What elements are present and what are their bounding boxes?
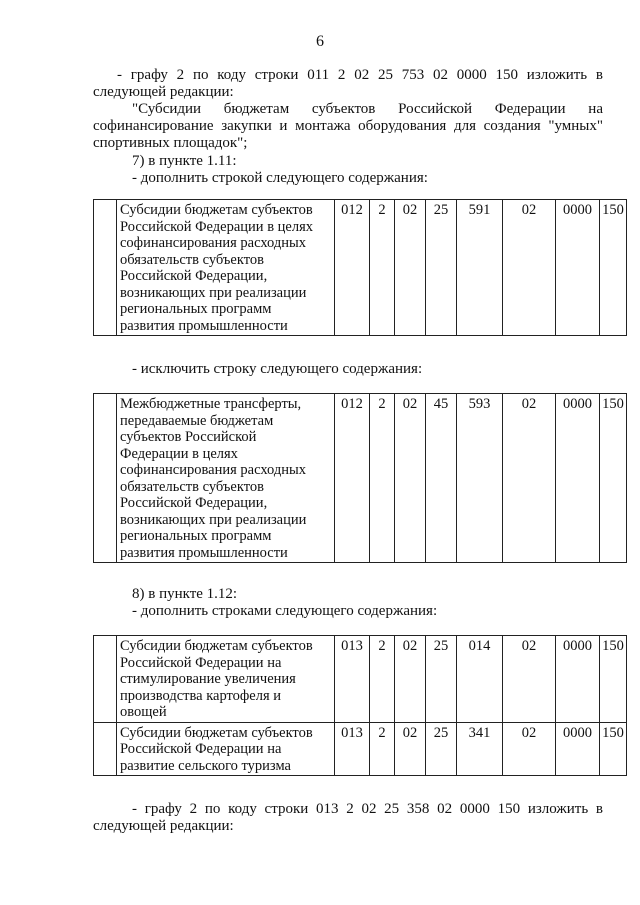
- code-cell: 0000: [556, 200, 600, 336]
- table-row: [94, 722, 627, 776]
- code-cell: 0000: [556, 722, 600, 776]
- item8-add-text: - дополнить строками следующего содержания:: [132, 603, 438, 619]
- code-cell: 0000: [556, 394, 600, 563]
- row-name-line: Межбюджетные трансферты,: [120, 396, 302, 412]
- code-cell: 02: [503, 722, 556, 776]
- row-name-line: региональных программ: [120, 301, 272, 317]
- para1-line1: - графу 2 по коду строки 011 2 02 25 753 02 0000 150 изложить в: [117, 67, 603, 83]
- code-cell: 02: [503, 636, 556, 723]
- row-name-line: возникающих при реализации: [120, 284, 307, 301]
- row-name-line: Российской Федерации,: [120, 495, 268, 511]
- blank-cell: [94, 200, 117, 336]
- code-cell: 150: [600, 722, 627, 776]
- code-cell: 2: [370, 722, 395, 776]
- row-name-cell: [117, 200, 335, 336]
- row-name-line: передаваемые бюджетам: [120, 412, 274, 429]
- row-name-line: Российской Федерации на: [120, 654, 282, 671]
- para1-line2: следующей редакции:: [93, 84, 234, 100]
- code-cell: 02: [395, 636, 426, 723]
- code-cell: 02: [503, 200, 556, 336]
- row-name-line: региональных программ: [120, 528, 272, 544]
- code-cell: 013: [335, 722, 370, 776]
- item7-heading: 7) в пункте 1.11:: [132, 153, 237, 169]
- row-name-line: производства картофеля и: [120, 687, 282, 704]
- item8-heading: 8) в пункте 1.12:: [132, 586, 238, 602]
- row-name-line: софинансирования расходных: [120, 235, 306, 251]
- code-cell: 013: [335, 636, 370, 723]
- para-last-line1: - графу 2 по коду строки 013 2 02 25 358 02 0000 150 изложить в: [132, 801, 603, 817]
- quote-line1: "Субсидии бюджетам субъектов Российской Федерации на: [132, 101, 603, 117]
- code-cell: 02: [395, 722, 426, 776]
- table-add-row-1-11: [93, 199, 627, 336]
- row-name-line: софинансирования расходных: [120, 462, 306, 478]
- row-name-line: развития промышленности: [120, 317, 288, 334]
- table-add-rows-1-12: [93, 635, 627, 776]
- code-cell: 591: [457, 200, 503, 336]
- code-cell: 02: [503, 394, 556, 563]
- row-name-line: Федерации в целях: [120, 445, 238, 462]
- code-cell: 2: [370, 200, 395, 336]
- item7-add-text: - дополнить строкой следующего содержания:: [132, 170, 428, 186]
- row-name-line: овощей: [120, 704, 167, 720]
- table-row: [94, 394, 627, 563]
- row-name-line: Субсидии бюджетам субъектов: [120, 638, 313, 654]
- blank-cell: [94, 636, 117, 723]
- blank-cell: [94, 722, 117, 776]
- row-name-line: возникающих при реализации: [120, 511, 307, 528]
- code-cell: 25: [426, 636, 457, 723]
- code-cell: 150: [600, 200, 627, 336]
- row-name-line: Российской Федерации на: [120, 741, 282, 757]
- code-cell: 012: [335, 200, 370, 336]
- code-cell: 25: [426, 722, 457, 776]
- table-row: [94, 200, 627, 336]
- row-name-line: обязательств субъектов: [120, 478, 264, 495]
- row-name-line: субъектов Российской: [120, 429, 257, 445]
- para-last-line2: следующей редакции:: [93, 818, 234, 834]
- item7-exclude-text: - исключить строку следующего содержания:: [132, 361, 423, 377]
- page-number: 6: [316, 33, 324, 50]
- code-cell: 02: [395, 394, 426, 563]
- code-cell: 014: [457, 636, 503, 723]
- code-cell: 02: [395, 200, 426, 336]
- row-name-line: развития промышленности: [120, 544, 288, 561]
- code-cell: 25: [426, 200, 457, 336]
- row-name-cell: [117, 636, 335, 723]
- row-name-line: Российской Федерации,: [120, 268, 268, 284]
- row-name-line: обязательств субъектов: [120, 251, 264, 268]
- code-cell: 150: [600, 636, 627, 723]
- blank-cell: [94, 394, 117, 563]
- row-name-line: развитие сельского туризма: [120, 757, 291, 774]
- quote-line3: спортивных площадок";: [93, 135, 248, 151]
- row-name-cell: [117, 394, 335, 563]
- table-exclude-row-1-11: [93, 393, 627, 563]
- row-name-cell: [117, 722, 335, 776]
- code-cell: 45: [426, 394, 457, 563]
- row-name-line: Субсидии бюджетам субъектов: [120, 202, 313, 218]
- code-cell: 0000: [556, 636, 600, 723]
- row-name-line: Российской Федерации в целях: [120, 218, 314, 235]
- code-cell: 2: [370, 636, 395, 723]
- code-cell: 150: [600, 394, 627, 563]
- row-name-line: Субсидии бюджетам субъектов: [120, 724, 313, 741]
- table-row: [94, 636, 627, 723]
- code-cell: 012: [335, 394, 370, 563]
- row-name-line: стимулирование увеличения: [120, 671, 296, 687]
- quote-line2: софинансирование закупки и монтажа оборудования для создания "умных": [93, 118, 603, 134]
- code-cell: 341: [457, 722, 503, 776]
- code-cell: 2: [370, 394, 395, 563]
- code-cell: 593: [457, 394, 503, 563]
